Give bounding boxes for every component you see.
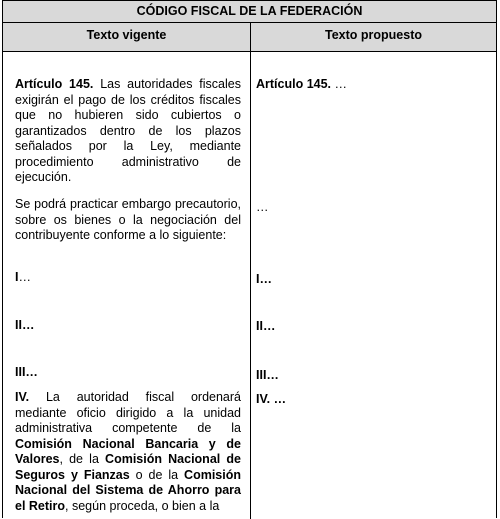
header-proposed-text: Texto propuesto [325, 28, 422, 42]
current-article-145 [15, 77, 241, 186]
current-fraction-iv: IV. La autoridad fiscal ordenará mediante oficio dirigido a la unidad administrativa competente de la Comisión Nacional Bancaria y de Valores, de la Comisión Nacional de Seguros y Fianzas o de la Comisión Nacional del Sistema de Ahorro para el Retiro, según proceda, o bien a la [15, 390, 241, 513]
consar-name: Comisión Nacional del Sistema de Ahorro para el Retiro [15, 467, 241, 513]
cnbv-name: Comisión Nacional Bancaria y de Valores [15, 436, 241, 466]
proposed-article-145 [256, 77, 486, 93]
current-fraction-i-label: I [15, 270, 19, 284]
comparison-table [2, 0, 497, 518]
current-fraction-iv-label: IV. [15, 390, 30, 404]
proposed-article-tail: … [331, 77, 348, 91]
current-article-label: Artículo 145. [15, 77, 94, 91]
table-title: CÓDIGO FISCAL DE LA FEDERACIÓN [3, 1, 496, 23]
proposed-fraction-ii: II… [256, 319, 276, 333]
current-fraction-i [15, 270, 241, 286]
column-divider [250, 23, 251, 519]
proposed-fraction-i: I… [256, 272, 272, 286]
current-fraction-iii: III… [15, 365, 38, 379]
proposed-fraction-iii: III… [256, 368, 279, 382]
cnsf-name: Comisión Nacional de Seguros y Fianzas [15, 452, 241, 482]
proposed-article-label: Artículo 145. [256, 77, 332, 91]
current-article-text: Las autoridades fiscales exigirán el pago de los créditos fiscales que no hubieren sido cubiertos o garantizados dentro de los plazos señalados por la Ley, mediante procedimiento administrativo de ejecución. [15, 77, 241, 184]
header-current-text: Texto vigente [86, 28, 167, 42]
proposed-fraction-iv: IV. … [256, 392, 287, 406]
current-fraction-ii: II… [15, 318, 35, 332]
current-fraction-i-tail: … [18, 270, 31, 284]
proposed-paragraph-2: … [256, 200, 269, 214]
current-paragraph-2: Se podrá practicar embargo precautorio, sobre os bienes o la negociación del contribuyente conforme a lo siguiente: [15, 197, 241, 242]
